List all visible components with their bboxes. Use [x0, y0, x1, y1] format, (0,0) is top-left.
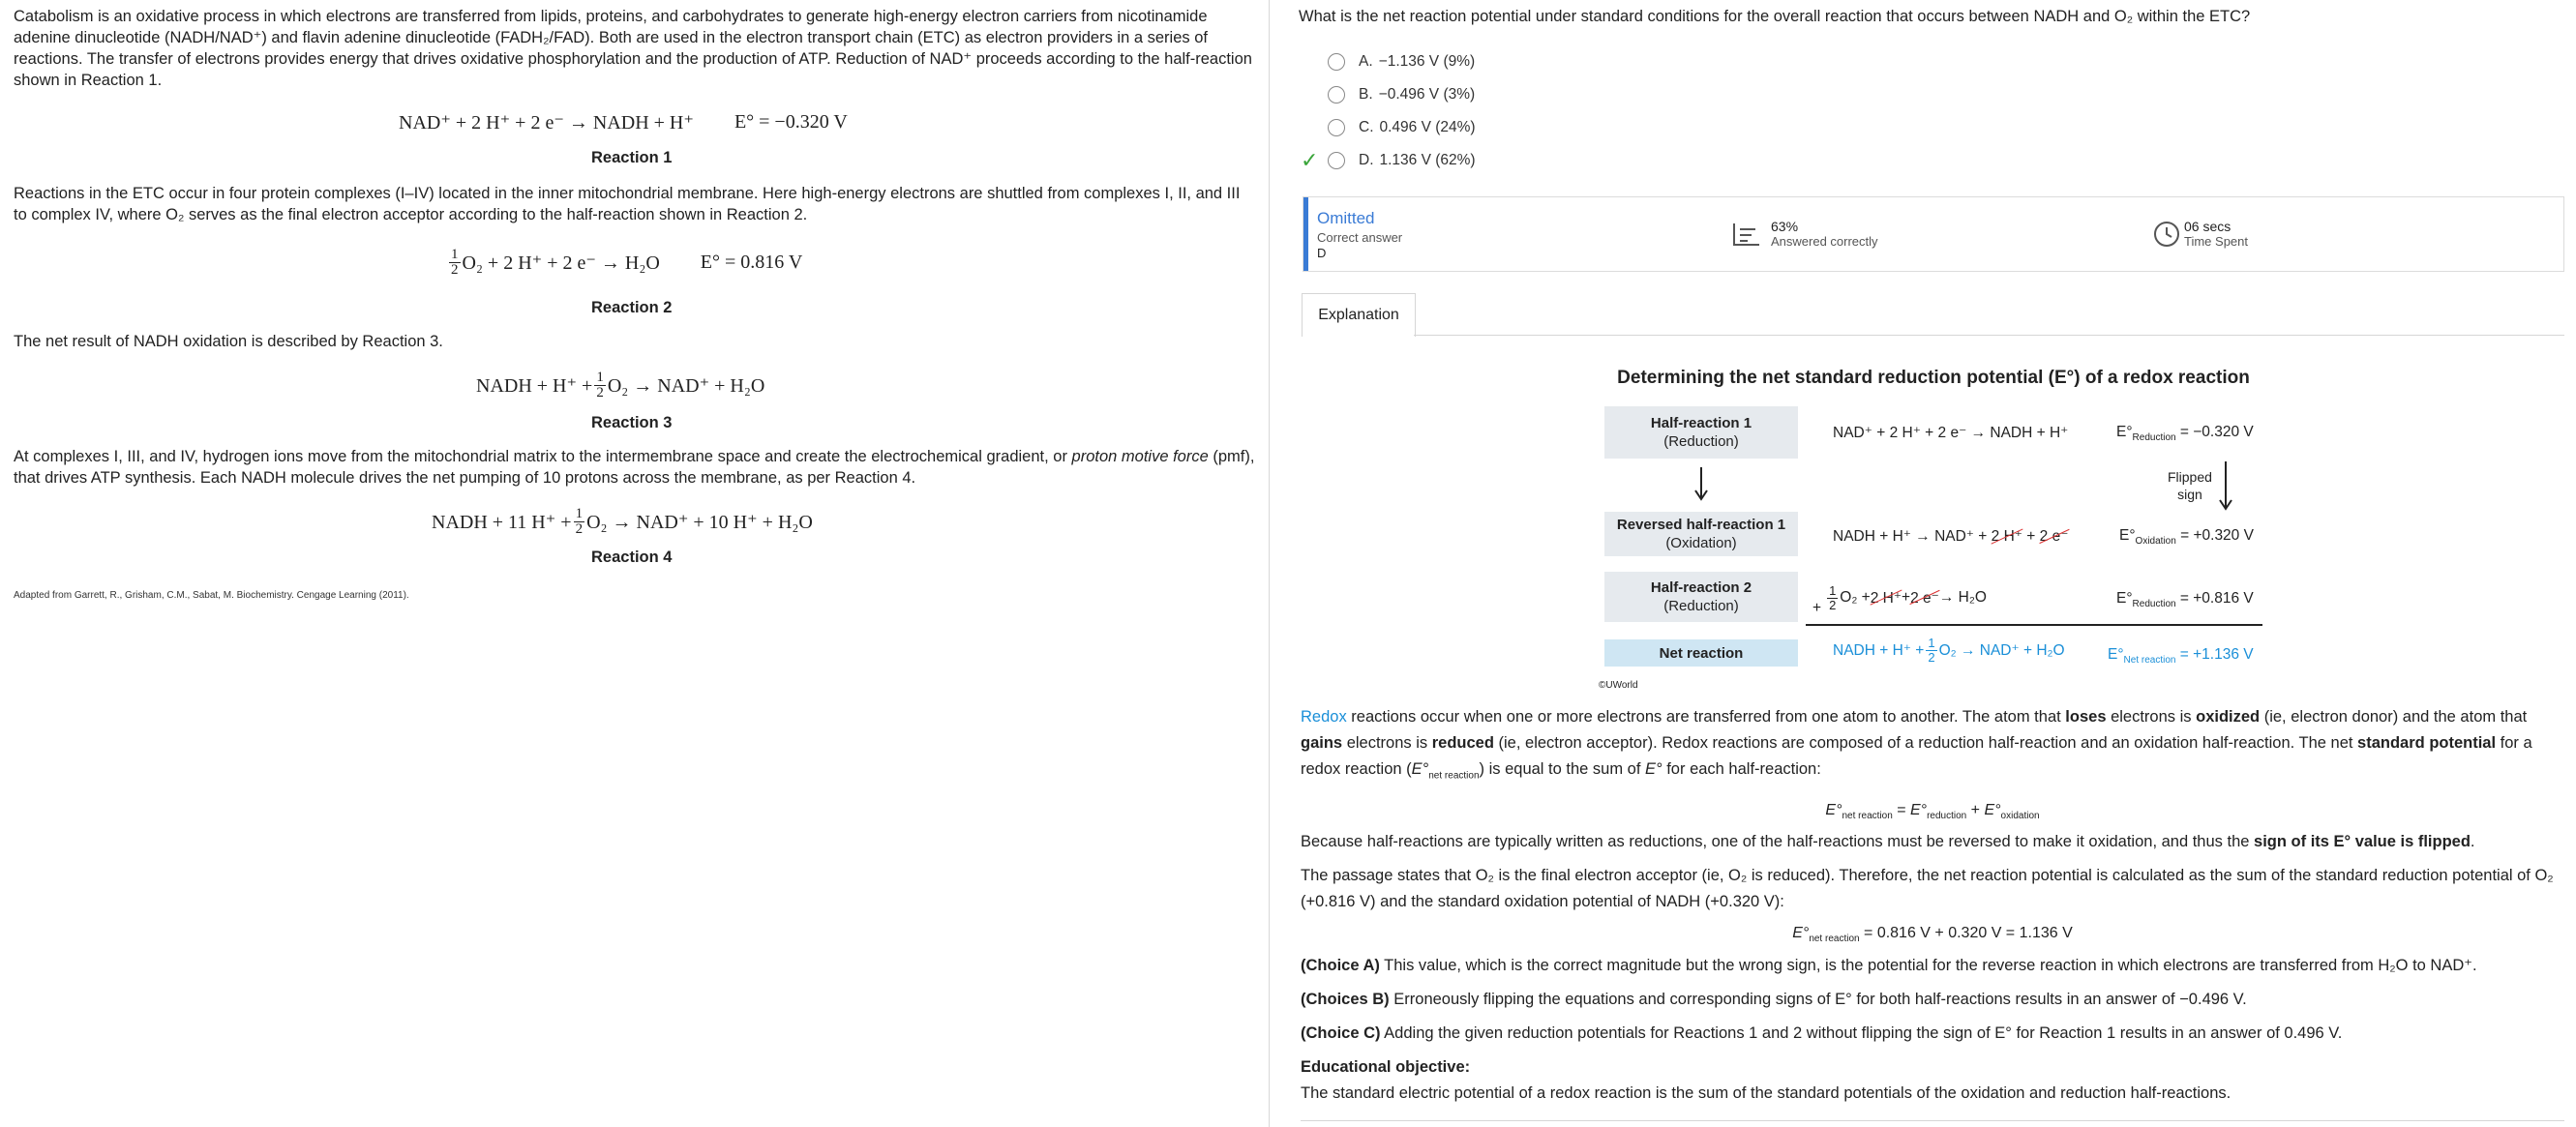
- radio-icon[interactable]: [1328, 119, 1345, 136]
- choice-a-explanation: (Choice A) This value, which is the correct magnitude but the wrong sign, is the potential for the reverse reaction in which electrons are transferred from H₂O to NAD⁺.: [1301, 956, 2477, 974]
- time-value: 06 secs: [2184, 219, 2232, 234]
- fraction-half: $\frac{1}{2}$: [1928, 636, 1935, 665]
- correct-answer-label: Correct answer: [1317, 230, 1403, 245]
- fraction-half: $\frac{1}{2}$: [596, 369, 604, 400]
- source-citation: Adapted from Garrett, R., Grisham, C.M., Sabat, M. Biochemistry. Cengage Learning (2011).: [14, 590, 409, 601]
- choice-c[interactable]: C. 0.496 V (24%): [1328, 111, 2563, 144]
- radio-icon[interactable]: [1328, 86, 1345, 104]
- reaction-3-label: Reaction 3: [591, 414, 673, 431]
- net-potential-formula: $E^\circ_{net reaction} = E^\circ_{reduction} + E^\circ_{oxidation}$: [1825, 802, 2040, 822]
- half-reaction-1-label: Half-reaction 1 (Reduction): [1604, 406, 1798, 459]
- net-reaction-equation: NADH + H⁺ + $\frac{1}{2}$ O₂ → NAD⁺ + H₂O: [1833, 636, 2065, 665]
- reaction-2-equation: [447, 239, 1255, 285]
- percent-value: 63%: [1771, 219, 1799, 234]
- question-stem: What is the net reaction potential under standard conditions for the overall reaction that occurs between NADH and O₂ within the ETC?: [1299, 8, 2251, 25]
- fraction-half: $\frac{1}{2}$: [451, 246, 459, 278]
- reversed-half-reaction-label: Reversed half-reaction 1 (Oxidation): [1604, 512, 1798, 556]
- clock-icon: [2153, 221, 2180, 248]
- passage-paragraph-4: At complexes I, III, and IV, hydrogen ions move from the mitochondrial matrix to the intermembrane space and create the electrochemical gradient, or proton motive force (pmf), that drives ATP synthesis. Each NADH molecule drives the net pumping of 10 protons across the membrane, as per Reaction 4.: [14, 448, 1255, 487]
- explanation-paragraph-2: Because half-reactions are typically written as reductions, one of the half-reactions must be reversed to make it oxidation, and thus the sign of its E° value is flipped.: [1301, 833, 2475, 851]
- choice-a[interactable]: A. −1.136 V (9%): [1328, 45, 2563, 78]
- radio-icon[interactable]: [1328, 53, 1345, 71]
- radio-icon[interactable]: [1328, 152, 1345, 169]
- time-label: Time Spent: [2184, 234, 2248, 249]
- reversed-half-reaction-potential: $E^\circ_{Oxidation} = +0.320$ V: [2119, 527, 2254, 548]
- half-reaction-2-potential: $E^\circ_{Reduction} = +0.816$ V: [2116, 590, 2254, 610]
- choice-b-explanation: (Choices B) Erroneously flipping the equations and corresponding signs of E° for both half-reactions results in an answer of −0.496 V.: [1301, 990, 2247, 1008]
- reaction-1-formula: NAD⁺ + 2 H⁺ + 2 e⁻ → NADH + H⁺: [399, 111, 694, 133]
- correct-check-icon: ✓: [1301, 148, 1319, 172]
- reaction-2-formula: O₂ + 2 H⁺ + 2 e⁻ → H₂O: [462, 252, 660, 274]
- net-potential-calculation: $E^\circ_{net reaction} = 0.816$ V + 0.320 V = 1.136 V: [1792, 925, 2073, 945]
- half-reaction-2-equation: + $\frac{1}{2}$ O₂ + 2 H⁺ + 2 e⁻ → H₂O: [1812, 582, 1987, 616]
- reaction-4-label: Reaction 4: [591, 549, 673, 566]
- passage-paragraph-2: Reactions in the ETC occur in four protein complexes (I–IV) located in the inner mitochondrial membrane. Here high-energy electrons are shuttled from complexes I, II, and III to complex IV, where O₂ serves as the final electron acceptor according to the half-reaction shown in Reaction 2.: [14, 185, 1241, 223]
- educational-objective-label: Educational objective:: [1301, 1057, 1471, 1076]
- half-reaction-1-potential: $E^\circ_{Reduction} = -0.320$ V: [2116, 424, 2254, 444]
- choice-b[interactable]: B. −0.496 V (3%): [1328, 78, 2563, 111]
- status-omitted: Omitted: [1317, 209, 1375, 227]
- uworld-copyright: ©UWorld: [1599, 680, 1638, 691]
- reaction-2-potential: E° = 0.816 V: [700, 251, 803, 273]
- explanation-paragraph-3: The passage states that O₂ is the final electron acceptor (ie, O₂ is reduced). Therefore, the net reaction potential is calculated as the sum of the standard reduction potential of O₂ (+0.816 V) and the standard oxidation potential of NADH (+0.320 V):: [1301, 867, 2554, 911]
- passage-panel: [0, 0, 1270, 1127]
- tab-explanation[interactable]: Explanation: [1302, 293, 1416, 337]
- fraction-half: $\frac{1}{2}$: [575, 505, 584, 537]
- reversed-half-reaction-equation: NADH + H⁺ → NAD⁺ + 2 H⁺ + 2 e⁻: [1833, 528, 2069, 545]
- down-arrow-icon: [1692, 467, 1711, 502]
- reaction-1-label: Reaction 1: [591, 149, 673, 166]
- reaction-1-equation: [399, 104, 1255, 139]
- answer-stats-bar: [1303, 196, 2564, 272]
- reaction-1-potential: E° = −0.320 V: [734, 110, 848, 133]
- answer-choices: [1301, 45, 2563, 177]
- passage-paragraph-3: The net result of NADH oxidation is described by Reaction 3.: [14, 333, 443, 350]
- redox-link[interactable]: Redox: [1301, 708, 1347, 726]
- choice-d[interactable]: ✓ D. 1.136 V (62%): [1301, 148, 1476, 172]
- fraction-half: $\frac{1}{2}$: [1829, 582, 1837, 612]
- choice-c-explanation: (Choice C) Adding the given reduction potentials for Reactions 1 and 2 without flipping the sign of E° for Reaction 1 results in an answer of 0.496 V.: [1301, 1023, 2343, 1042]
- educational-objective-text: The standard electric potential of a redox reaction is the sum of the standard potentials of the oxidation and reduction half-reactions.: [1301, 1083, 2232, 1102]
- reaction-4-equation: NADH + 11 H⁺ + $\frac{1}{2}$ O₂ → NAD⁺ + 10 H⁺ + H₂O: [432, 505, 813, 537]
- correct-answer-value: D: [1317, 246, 1327, 260]
- percent-block: [1732, 219, 1878, 249]
- explanation-body: [1301, 704, 2564, 1107]
- bottom-divider: [1301, 1120, 2564, 1121]
- reaction-3-equation: NADH + H⁺ + $\frac{1}{2}$ O₂ → NAD⁺ + H₂O: [476, 369, 765, 400]
- half-reaction-2-label: Half-reaction 2 (Reduction): [1604, 572, 1798, 622]
- bar-chart-icon: [1732, 222, 1761, 247]
- sum-rule-line: [1806, 624, 2262, 626]
- explanation-paragraph-1: Redox reactions occur when one or more electrons are transferred from one atom to another. The atom that loses electrons is oxidized (ie, electron donor) and the atom that gains electrons is reduced (ie, electron acceptor). Redox reactions are composed of a reduction half-reaction and an oxidation half-reaction. The net standard potential for a redox reaction $(E^\circ_{net reaction})$ is equal to the sum of E° for each half-reaction:: [1301, 708, 2532, 782]
- figure-title: Determining the net standard reduction potential (E°) of a redox reaction: [1617, 368, 2250, 388]
- status-accent-bar: [1303, 197, 1308, 271]
- half-reaction-1-equation: NAD⁺ + 2 H⁺ + 2 e⁻ → NADH + H⁺: [1833, 425, 2069, 441]
- tab-divider: [1414, 335, 2564, 336]
- omitted-block: [1317, 209, 1402, 260]
- net-reaction-potential: $E^\circ_{Net reaction} = +1.136$ V: [2108, 646, 2254, 667]
- down-arrow-icon: [2216, 461, 2235, 512]
- percent-label: Answered correctly: [1771, 234, 1878, 249]
- net-reaction-label: Net reaction: [1604, 639, 1798, 667]
- passage-paragraph-1: Catabolism is an oxidative process in which electrons are transferred from lipids, proteins, and carbohydrates to generate high-energy electron carriers from nicotinamide adenine dinucleotide (NADH/NAD⁺) and flavin adenine dinucleotide (FADH₂/FAD). Both are used in the electron transport chain (ETC) as electron providers in a series of reactions. The transfer of electrons provides energy that drives oxidative phosphorylation and the production of ATP. Reduction of NAD⁺ proceeds according to the half-reaction shown in Reaction 1.: [14, 8, 1252, 89]
- time-block: [2153, 219, 2248, 249]
- flipped-sign-note: Flipped sign: [2168, 469, 2212, 502]
- reaction-2-label: Reaction 2: [591, 299, 673, 316]
